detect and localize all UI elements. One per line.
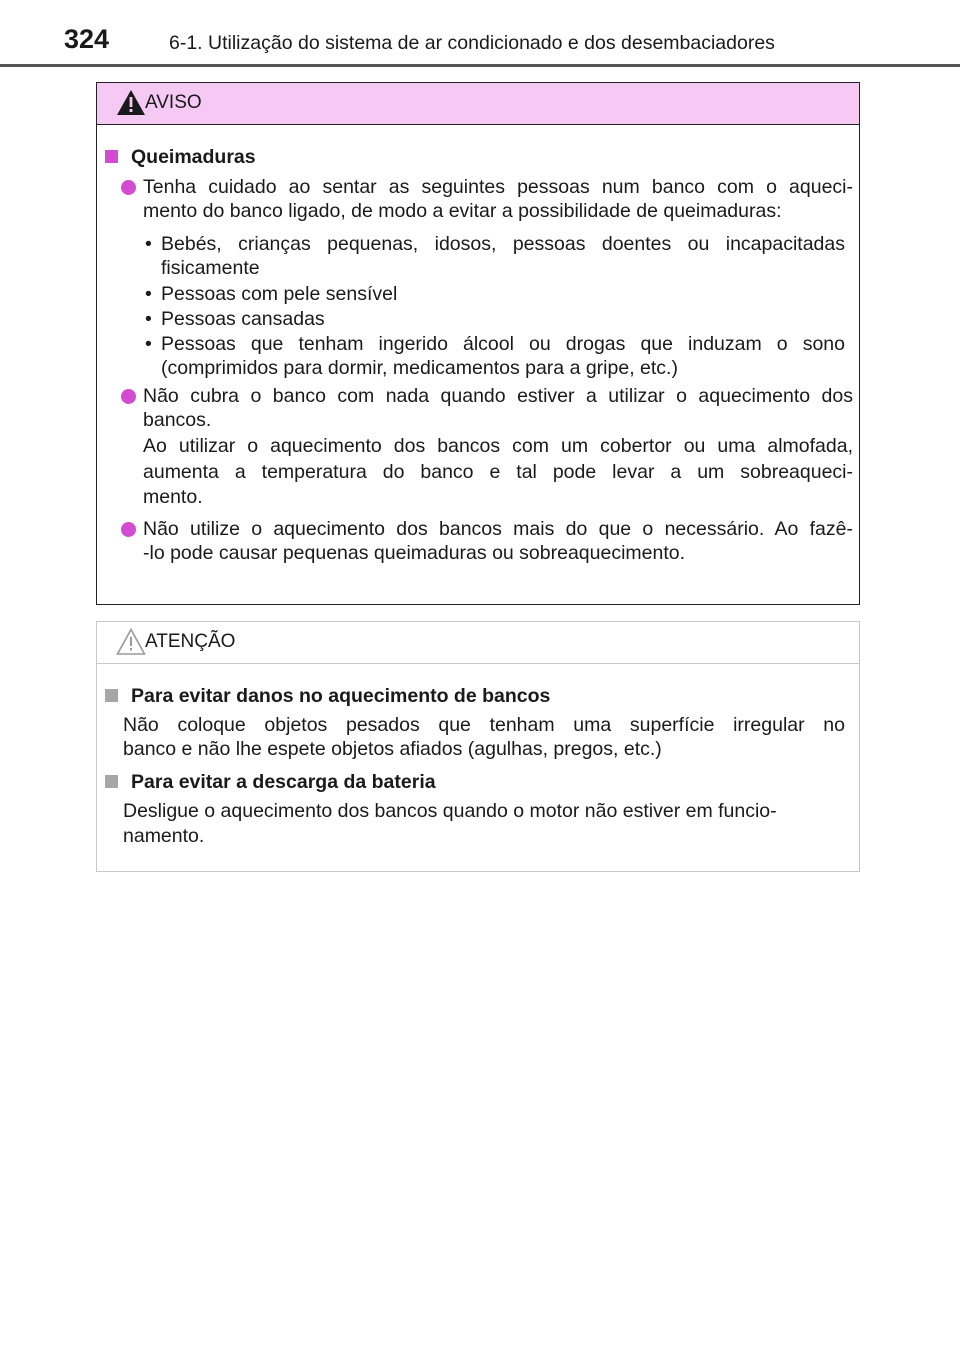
heading-seat-heater-damage: Para evitar danos no aquecimento de bancos xyxy=(131,685,551,707)
section-heading xyxy=(105,684,705,708)
section-heading xyxy=(105,145,405,169)
page-number: 324 xyxy=(64,24,110,54)
warning-triangle-icon xyxy=(116,89,146,116)
paragraph-line: mento. xyxy=(143,486,203,508)
bullet-icon: • xyxy=(145,308,152,330)
paragraph-line: bancos. xyxy=(143,409,212,431)
warning-box-header xyxy=(97,83,859,125)
list-item-line: Pessoas cansadas xyxy=(161,308,325,330)
square-bullet-icon xyxy=(105,150,118,163)
paragraph-line: -lo pode causar pequenas queimaduras ou sobreaquecimento. xyxy=(143,542,686,564)
heading-queimaduras: Queimaduras xyxy=(131,146,256,168)
list-item-line: Pessoas com pele sensível xyxy=(161,283,398,305)
list-item-line: Bebés, crianças pequenas, idosos, pessoas doentes ou incapacitadas xyxy=(161,233,845,255)
caution-box xyxy=(96,621,860,872)
square-bullet-icon xyxy=(105,689,118,702)
heading-battery-discharge: Para evitar a descarga da bateria xyxy=(131,771,436,793)
bullet-icon: • xyxy=(145,333,152,355)
circle-bullet-icon xyxy=(121,389,136,404)
section-heading xyxy=(105,770,705,794)
warning-label: AVISO xyxy=(145,92,202,113)
paragraph-line: Ao utilizar o aquecimento dos bancos com um cobertor ou uma almofada, xyxy=(143,435,853,457)
list-item-line: Pessoas que tenham ingerido álcool ou drogas que induzam o sono xyxy=(161,333,845,355)
bullet-icon: • xyxy=(145,233,152,255)
header-divider xyxy=(0,64,960,67)
paragraph-line: Tenha cuidado ao sentar as seguintes pessoas num banco com o aqueci- xyxy=(143,176,853,198)
paragraph-line: namento. xyxy=(123,825,205,847)
paragraph-line: mento do banco ligado, de modo a evitar a possibilidade de queimaduras: xyxy=(143,200,782,222)
circle-bullet-icon xyxy=(121,522,136,537)
paragraph-line: Desligue o aquecimento dos bancos quando o motor não estiver em funcio- xyxy=(123,800,777,822)
square-bullet-icon xyxy=(105,775,118,788)
list-item-line: fisicamente xyxy=(161,257,260,279)
paragraph-line: aumenta a temperatura do banco e tal pode levar a um sobreaqueci- xyxy=(143,461,853,483)
caution-label: ATENÇÃO xyxy=(145,631,236,652)
caution-triangle-icon xyxy=(116,628,146,655)
page-header xyxy=(0,0,960,64)
list-item-line: (comprimidos para dormir, medicamentos para a gripe, etc.) xyxy=(161,357,678,379)
paragraph-line: banco e não lhe espete objetos afiados (agulhas, pregos, etc.) xyxy=(123,738,662,760)
paragraph-line: Não coloque objetos pesados que tenham uma superfície irregular no xyxy=(123,714,845,736)
paragraph-line: Não cubra o banco com nada quando estiver a utilizar o aquecimento dos xyxy=(143,385,853,407)
section-title: 6-1. Utilização do sistema de ar condicionado e dos desembaciadores xyxy=(169,32,775,54)
caution-box-header xyxy=(97,622,859,664)
paragraph-line: Não utilize o aquecimento dos bancos mais do que o necessário. Ao fazê- xyxy=(143,518,853,540)
warning-box xyxy=(96,82,860,605)
circle-bullet-icon xyxy=(121,180,136,195)
bullet-icon: • xyxy=(145,283,152,305)
